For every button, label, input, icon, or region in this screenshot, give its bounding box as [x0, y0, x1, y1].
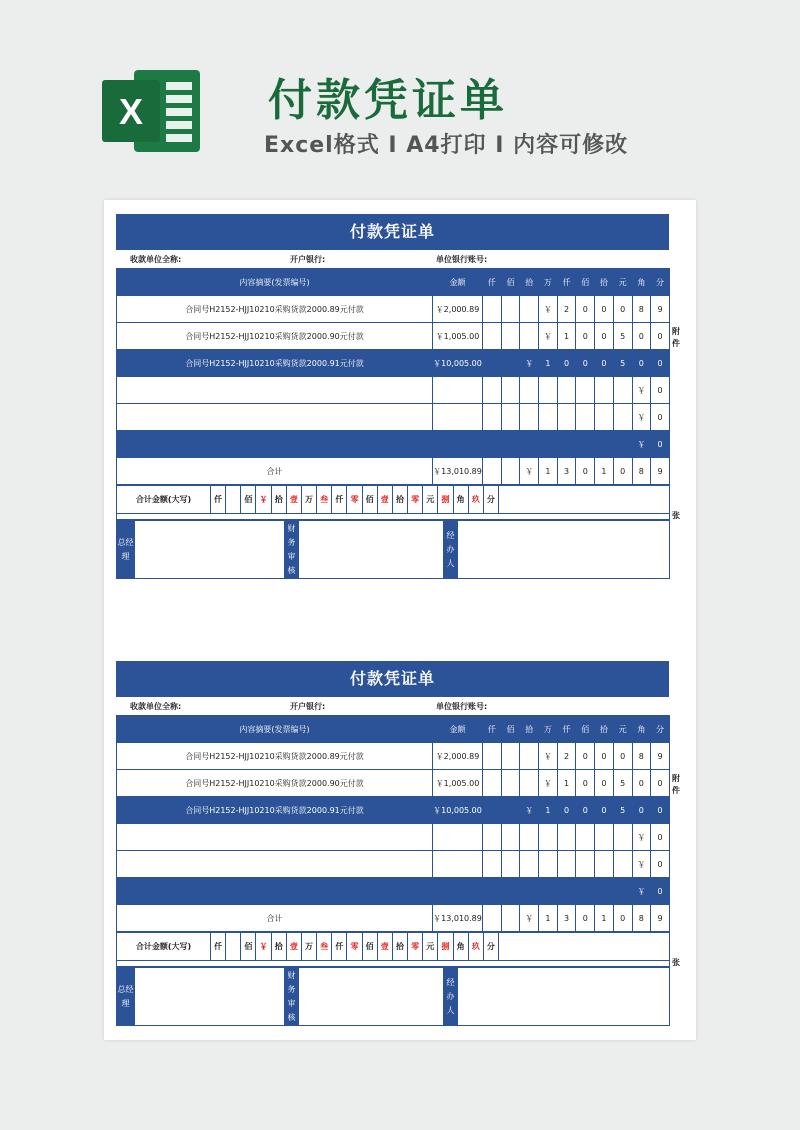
entry-digit — [501, 404, 520, 431]
total-amount: ￥13,010.89 — [433, 458, 483, 485]
capital-cell: 壹 — [286, 486, 301, 514]
entry-digit — [539, 377, 558, 404]
entry-digit — [576, 851, 595, 878]
entry-digit: 0 — [651, 851, 670, 878]
entry-digit — [520, 296, 539, 323]
total-digit: 9 — [651, 458, 670, 485]
capital-cell: 玖 — [468, 486, 483, 514]
entry-digit — [539, 851, 558, 878]
entry-amount — [433, 404, 483, 431]
total-digit: 1 — [595, 905, 614, 932]
entry-digit: 0 — [595, 350, 614, 377]
col-amount: 金额 — [433, 269, 483, 296]
entry-row — [117, 743, 670, 770]
bank-label: 开户银行: — [290, 255, 326, 264]
capital-cell: 角 — [453, 933, 468, 961]
entry-digit: 0 — [595, 797, 614, 824]
handler-label: 经办人 — [444, 968, 458, 1026]
entry-digit: 0 — [576, 743, 595, 770]
entry-digit — [520, 878, 539, 905]
capital-table — [116, 932, 670, 967]
total-digit: ￥ — [520, 458, 539, 485]
entry-digit — [613, 404, 632, 431]
entry-digit — [613, 824, 632, 851]
entry-digit: ￥ — [539, 323, 558, 350]
entry-digit — [539, 878, 558, 905]
entry-digit: ￥ — [520, 797, 539, 824]
entry-digit: ￥ — [632, 404, 651, 431]
entry-digit — [613, 431, 632, 458]
entry-digit — [483, 296, 502, 323]
voucher-table — [116, 715, 670, 932]
col-digit: 元 — [613, 716, 632, 743]
capital-cell: 捌 — [438, 933, 453, 961]
col-digit: 拾 — [595, 716, 614, 743]
capital-row — [117, 933, 670, 961]
entry-digit: 8 — [632, 296, 651, 323]
entry-digit: 0 — [595, 743, 614, 770]
entry-desc: 合同号H2152-HJJ10210采购货款2000.89元付款 — [117, 296, 433, 323]
entry-row — [117, 851, 670, 878]
entry-digit: ￥ — [632, 431, 651, 458]
entry-digit: 0 — [632, 323, 651, 350]
col-digit: 仟 — [483, 716, 502, 743]
entry-digit — [483, 797, 502, 824]
bank-label: 开户银行: — [290, 702, 326, 711]
capital-row — [117, 486, 670, 514]
total-digit — [501, 905, 520, 932]
capital-cell: 拾 — [392, 933, 407, 961]
capital-cell: 佰 — [362, 933, 377, 961]
entry-amount — [433, 377, 483, 404]
col-digit: 万 — [539, 269, 558, 296]
total-digit: 3 — [557, 905, 576, 932]
col-desc: 内容摘要(发票编号) — [117, 269, 433, 296]
entry-digit — [501, 824, 520, 851]
sign-table — [116, 520, 670, 579]
entry-digit: 0 — [651, 323, 670, 350]
entry-digit — [557, 851, 576, 878]
entry-digit — [539, 431, 558, 458]
entry-digit — [520, 377, 539, 404]
manager-sign-field[interactable] — [135, 968, 285, 1026]
entry-digit — [539, 404, 558, 431]
manager-label: 总经理 — [117, 968, 135, 1026]
entry-digit — [613, 851, 632, 878]
entry-digit: 0 — [595, 770, 614, 797]
entry-desc — [117, 878, 433, 905]
capital-cell: 壹 — [377, 933, 392, 961]
entry-digit — [483, 743, 502, 770]
entry-amount: ￥10,005.00 — [433, 797, 483, 824]
entry-digit: 0 — [613, 743, 632, 770]
capital-cell: 仟 — [332, 933, 347, 961]
capital-cell: 拾 — [271, 486, 286, 514]
entry-digit: 0 — [576, 350, 595, 377]
capital-cell: 元 — [423, 933, 438, 961]
entry-digit — [501, 743, 520, 770]
capital-table — [116, 485, 670, 520]
capital-blank — [498, 933, 669, 961]
total-digit — [501, 458, 520, 485]
capital-cell: 分 — [483, 486, 498, 514]
entry-digit — [501, 377, 520, 404]
excel-logo — [100, 66, 204, 156]
col-digit: 佰 — [576, 716, 595, 743]
capital-cell: 角 — [453, 486, 468, 514]
entry-row — [117, 770, 670, 797]
entry-digit — [483, 431, 502, 458]
entry-digit — [520, 824, 539, 851]
total-row — [117, 905, 670, 932]
entry-amount — [433, 851, 483, 878]
entry-digit: 0 — [595, 296, 614, 323]
entry-digit: 0 — [576, 296, 595, 323]
handler-sign-field[interactable] — [458, 968, 670, 1026]
entry-digit: 5 — [613, 797, 632, 824]
a4-sheet — [104, 200, 696, 1040]
manager-label: 总经理 — [117, 521, 135, 579]
entry-desc — [117, 824, 433, 851]
entry-desc — [117, 431, 433, 458]
capital-cell — [226, 486, 241, 514]
entry-digit — [483, 851, 502, 878]
capital-cell: ￥ — [256, 933, 271, 961]
entry-digit: ￥ — [632, 851, 651, 878]
header-row — [117, 269, 670, 296]
col-digit: 分 — [651, 716, 670, 743]
total-digit: 0 — [613, 905, 632, 932]
spacer-cell — [117, 961, 670, 967]
entry-digit: 1 — [539, 350, 558, 377]
col-digit: 角 — [632, 716, 651, 743]
col-digit: 仟 — [483, 269, 502, 296]
entry-digit — [595, 431, 614, 458]
capital-cell: 叁 — [317, 933, 332, 961]
capital-blank — [498, 486, 669, 514]
entry-digit — [576, 431, 595, 458]
entry-row — [117, 350, 670, 377]
entry-digit: ￥ — [632, 878, 651, 905]
entry-amount: ￥1,005.00 — [433, 770, 483, 797]
entry-digit — [576, 824, 595, 851]
capital-cell — [226, 933, 241, 961]
capital-label: 合计金额(大写) — [117, 933, 211, 961]
entry-digit — [501, 797, 520, 824]
capital-cell: 捌 — [438, 486, 453, 514]
entry-row — [117, 824, 670, 851]
entry-digit: 0 — [651, 377, 670, 404]
total-digit: 0 — [576, 905, 595, 932]
entry-digit: 0 — [613, 296, 632, 323]
entry-digit: 0 — [557, 797, 576, 824]
col-digit: 佰 — [501, 269, 520, 296]
entry-digit — [520, 770, 539, 797]
voucher-meta — [116, 697, 669, 715]
entry-digit: 0 — [557, 350, 576, 377]
capital-cell: 佰 — [362, 486, 377, 514]
total-digit: 0 — [576, 458, 595, 485]
entry-digit: 1 — [539, 797, 558, 824]
entry-desc: 合同号H2152-HJJ10210采购货款2000.89元付款 — [117, 743, 433, 770]
total-digit — [483, 458, 502, 485]
capital-cell: 佰 — [241, 933, 256, 961]
capital-cell: 零 — [347, 486, 362, 514]
entry-digit: 0 — [651, 797, 670, 824]
entry-digit — [520, 323, 539, 350]
col-digit: 仟 — [557, 716, 576, 743]
sign-row — [117, 521, 670, 579]
entry-digit — [576, 377, 595, 404]
entry-digit: 0 — [651, 350, 670, 377]
capital-cell: 零 — [408, 486, 423, 514]
capital-cell: 万 — [301, 486, 316, 514]
entry-digit: 1 — [557, 770, 576, 797]
entry-desc — [117, 404, 433, 431]
entry-amount: ￥2,000.89 — [433, 296, 483, 323]
col-desc: 内容摘要(发票编号) — [117, 716, 433, 743]
manager-sign-field[interactable] — [135, 521, 285, 579]
entry-digit: 0 — [651, 431, 670, 458]
entry-digit: 0 — [651, 824, 670, 851]
entry-digit — [557, 824, 576, 851]
col-digit: 佰 — [576, 269, 595, 296]
finance-sign-field[interactable] — [299, 968, 444, 1026]
attachment-label: 附件 — [672, 774, 680, 795]
entry-row — [117, 878, 670, 905]
entry-digit — [557, 878, 576, 905]
entry-digit — [520, 404, 539, 431]
capital-cell: 仟 — [211, 486, 226, 514]
entry-digit: ￥ — [539, 743, 558, 770]
entry-digit: ￥ — [539, 770, 558, 797]
entry-digit: 0 — [595, 323, 614, 350]
entry-digit — [483, 770, 502, 797]
entry-digit — [501, 770, 520, 797]
entry-digit: 0 — [651, 770, 670, 797]
entry-digit — [483, 350, 502, 377]
entry-digit — [595, 851, 614, 878]
col-digit: 万 — [539, 716, 558, 743]
finance-label: 财务审核 — [285, 521, 299, 579]
entry-digit: ￥ — [632, 824, 651, 851]
entry-digit: 5 — [613, 770, 632, 797]
entry-digit — [501, 350, 520, 377]
capital-cell: 仟 — [332, 486, 347, 514]
entry-row — [117, 323, 670, 350]
capital-cell: 仟 — [211, 933, 226, 961]
attachment-label: 附件 — [672, 327, 680, 348]
payee-label: 收款单位全称: — [130, 702, 182, 711]
total-digit: 1 — [595, 458, 614, 485]
entry-desc — [117, 851, 433, 878]
col-digit: 仟 — [557, 269, 576, 296]
entry-digit — [576, 404, 595, 431]
entry-desc: 合同号H2152-HJJ10210采购货款2000.90元付款 — [117, 323, 433, 350]
entry-digit — [501, 323, 520, 350]
entry-digit: 0 — [651, 878, 670, 905]
col-digit: 拾 — [595, 269, 614, 296]
payee-label: 收款单位全称: — [130, 255, 182, 264]
entry-digit — [557, 431, 576, 458]
entry-amount: ￥1,005.00 — [433, 323, 483, 350]
capital-cell: 拾 — [392, 486, 407, 514]
total-label: 合计 — [117, 905, 433, 932]
entry-desc: 合同号H2152-HJJ10210采购货款2000.91元付款 — [117, 797, 433, 824]
entry-amount — [433, 824, 483, 851]
entry-amount — [433, 431, 483, 458]
col-digit: 元 — [613, 269, 632, 296]
voucher-2 — [116, 661, 680, 1026]
total-label: 合计 — [117, 458, 433, 485]
entry-digit — [539, 824, 558, 851]
total-digit: 9 — [651, 905, 670, 932]
total-digit: 0 — [613, 458, 632, 485]
entry-row — [117, 797, 670, 824]
entry-digit — [501, 878, 520, 905]
handler-sign-field[interactable] — [458, 521, 670, 579]
col-digit: 佰 — [501, 716, 520, 743]
capital-label: 合计金额(大写) — [117, 486, 211, 514]
total-digit: 1 — [539, 905, 558, 932]
total-digit: 1 — [539, 458, 558, 485]
spacer-row — [117, 514, 670, 520]
capital-cell: 零 — [347, 933, 362, 961]
entry-amount: ￥10,005.00 — [433, 350, 483, 377]
entry-digit: 5 — [613, 323, 632, 350]
col-amount: 金额 — [433, 716, 483, 743]
entry-digit: 1 — [557, 323, 576, 350]
entry-digit: ￥ — [632, 377, 651, 404]
capital-cell: 玖 — [468, 933, 483, 961]
capital-cell: 壹 — [286, 933, 301, 961]
spacer-row — [117, 961, 670, 967]
account-label: 单位银行账号: — [436, 702, 488, 711]
entry-digit: 2 — [557, 743, 576, 770]
entry-desc — [117, 377, 433, 404]
total-digit: ￥ — [520, 905, 539, 932]
sign-row — [117, 968, 670, 1026]
capital-cell: ￥ — [256, 486, 271, 514]
voucher-title: 付款凭证单 — [116, 214, 669, 250]
voucher-meta — [116, 250, 669, 268]
total-digit: 3 — [557, 458, 576, 485]
entry-digit: 8 — [632, 743, 651, 770]
entry-digit: 0 — [651, 404, 670, 431]
entry-row — [117, 431, 670, 458]
entry-digit — [483, 404, 502, 431]
total-digit: 8 — [632, 905, 651, 932]
entry-desc: 合同号H2152-HJJ10210采购货款2000.90元付款 — [117, 770, 433, 797]
spacer-cell — [117, 514, 670, 520]
finance-label: 财务审核 — [285, 968, 299, 1026]
entry-digit — [501, 851, 520, 878]
col-digit: 拾 — [520, 716, 539, 743]
entry-digit — [501, 431, 520, 458]
entry-digit — [613, 878, 632, 905]
col-digit: 角 — [632, 269, 651, 296]
entry-digit — [483, 323, 502, 350]
capital-cell: 拾 — [271, 933, 286, 961]
entry-digit — [576, 878, 595, 905]
entry-digit — [557, 404, 576, 431]
voucher-title: 付款凭证单 — [116, 661, 669, 697]
entry-digit: 9 — [651, 743, 670, 770]
entry-digit — [595, 377, 614, 404]
entry-digit — [557, 377, 576, 404]
entry-digit: ￥ — [520, 350, 539, 377]
entry-digit: 0 — [576, 770, 595, 797]
capital-cell: 分 — [483, 933, 498, 961]
entry-row — [117, 377, 670, 404]
capital-cell: 佰 — [241, 486, 256, 514]
entry-digit: 0 — [576, 323, 595, 350]
entry-digit — [595, 878, 614, 905]
entry-amount — [433, 878, 483, 905]
capital-cell: 零 — [408, 933, 423, 961]
excel-letter: X — [118, 91, 144, 132]
entry-digit — [483, 824, 502, 851]
sheets-label: 张 — [672, 511, 680, 520]
page-title: 付款凭证单 — [268, 75, 508, 126]
account-label: 单位银行账号: — [436, 255, 488, 264]
entry-digit — [520, 743, 539, 770]
capital-cell: 叁 — [317, 486, 332, 514]
handler-label: 经办人 — [444, 521, 458, 579]
entry-desc: 合同号H2152-HJJ10210采购货款2000.91元付款 — [117, 350, 433, 377]
entry-digit — [613, 377, 632, 404]
entry-digit — [520, 851, 539, 878]
entry-digit: 0 — [632, 797, 651, 824]
col-digit: 分 — [651, 269, 670, 296]
entry-digit: 0 — [632, 350, 651, 377]
col-digit: 拾 — [520, 269, 539, 296]
entry-digit: 5 — [613, 350, 632, 377]
capital-cell: 壹 — [377, 486, 392, 514]
sheets-label: 张 — [672, 958, 680, 967]
total-digit: 8 — [632, 458, 651, 485]
voucher-1 — [116, 214, 680, 579]
entry-digit — [595, 404, 614, 431]
sign-table — [116, 967, 670, 1026]
voucher-table — [116, 268, 670, 485]
finance-sign-field[interactable] — [299, 521, 444, 579]
capital-cell: 元 — [423, 486, 438, 514]
header-row — [117, 716, 670, 743]
entry-amount: ￥2,000.89 — [433, 743, 483, 770]
entry-digit: 9 — [651, 296, 670, 323]
entry-digit — [595, 824, 614, 851]
entry-digit: ￥ — [539, 296, 558, 323]
page-subtitle: Excel格式 I A4打印 I 内容可修改 — [264, 133, 629, 158]
entry-digit — [520, 431, 539, 458]
entry-row — [117, 404, 670, 431]
entry-digit — [501, 296, 520, 323]
entry-digit — [483, 377, 502, 404]
entry-digit: 0 — [632, 770, 651, 797]
total-row — [117, 458, 670, 485]
entry-row — [117, 296, 670, 323]
total-digit — [483, 905, 502, 932]
entry-digit — [483, 878, 502, 905]
entry-digit: 2 — [557, 296, 576, 323]
capital-cell: 万 — [301, 933, 316, 961]
total-amount: ￥13,010.89 — [433, 905, 483, 932]
entry-digit: 0 — [576, 797, 595, 824]
